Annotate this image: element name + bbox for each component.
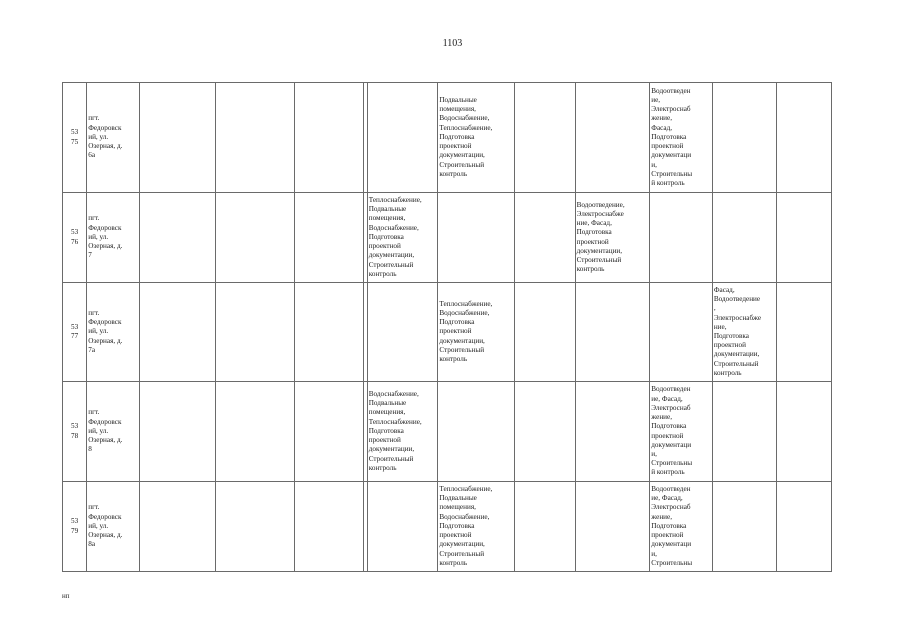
empty-cell <box>295 382 364 482</box>
empty-cell <box>295 482 364 572</box>
table-row <box>63 283 832 382</box>
empty-cell <box>777 482 832 572</box>
row-number-cell: 53 79 <box>63 482 87 572</box>
empty-cell <box>295 83 364 193</box>
works-table <box>62 82 832 572</box>
empty-cell <box>515 482 576 572</box>
work-list-cell: Водоотведен ие, Электроснаб жение, Фасад, Подготовка проектной документаци и, Строительны й контроль <box>650 83 713 193</box>
empty-cell <box>367 482 438 572</box>
empty-cell <box>575 382 650 482</box>
work-list-cell: Теплоснабжение, Подвальные помещения, Водоснабжение, Подготовка проектной документации, Строительный контроль <box>438 482 515 572</box>
empty-cell <box>295 193 364 283</box>
row-number-cell: 53 76 <box>63 193 87 283</box>
empty-cell <box>438 382 515 482</box>
row-number-cell: 53 75 <box>63 83 87 193</box>
footer-mark: нп <box>62 592 70 600</box>
empty-cell <box>139 382 216 482</box>
empty-cell <box>216 382 295 482</box>
work-list-cell: Фасад, Водоотведение , Электроснабже ние, Подготовка проектной документации, Строительный контроль <box>712 283 777 382</box>
empty-cell <box>438 193 515 283</box>
address-cell: пгт. Федоровск ий, ул. Озерная, д. 7а <box>87 283 139 382</box>
empty-cell <box>367 283 438 382</box>
page-number: 1103 <box>442 38 463 49</box>
empty-cell <box>712 482 777 572</box>
work-list-cell: Водоснабжение, Подвальные помещения, Теплоснабжение, Подготовка проектной документации, Строительный контроль <box>367 382 438 482</box>
empty-cell <box>216 83 295 193</box>
empty-cell <box>650 283 713 382</box>
empty-cell <box>216 193 295 283</box>
address-cell: пгт. Федоровск ий, ул. Озерная, д. 8 <box>87 382 139 482</box>
empty-cell <box>712 382 777 482</box>
empty-cell <box>777 193 832 283</box>
table-row <box>63 83 832 193</box>
row-number-cell: 53 77 <box>63 283 87 382</box>
empty-cell <box>515 382 576 482</box>
empty-cell <box>650 193 713 283</box>
empty-cell <box>515 283 576 382</box>
table-row <box>63 193 832 283</box>
empty-cell <box>139 283 216 382</box>
empty-cell <box>515 193 576 283</box>
work-list-cell: Теплоснабжение, Подвальные помещения, Водоснабжение, Подготовка проектной документации, Строительный контроль <box>367 193 438 283</box>
address-cell: пгт. Федоровск ий, ул. Озерная, д. 8а <box>87 482 139 572</box>
address-cell: пгт. Федоровск ий, ул. Озерная, д. 6а <box>87 83 139 193</box>
empty-cell <box>575 482 650 572</box>
empty-cell <box>295 283 364 382</box>
work-list-cell: Водоотведен ие, Фасад, Электроснаб жение, Подготовка проектной документаци и, Строительны й контроль <box>650 382 713 482</box>
empty-cell <box>139 83 216 193</box>
empty-cell <box>367 83 438 193</box>
empty-cell <box>216 283 295 382</box>
empty-cell <box>575 83 650 193</box>
work-list-cell: Подвальные помещения, Водоснабжение, Теплоснабжение, Подготовка проектной документации, Строительный контроль <box>438 83 515 193</box>
row-number-cell: 53 78 <box>63 382 87 482</box>
work-list-cell: Водоотведение, Электроснабже ние, Фасад, Подготовка проектной документации, Строительный контроль <box>575 193 650 283</box>
table-row <box>63 382 832 482</box>
work-list-cell: Теплоснабжение, Водоснабжение, Подготовка проектной документации, Строительный контроль <box>438 283 515 382</box>
empty-cell <box>777 83 832 193</box>
empty-cell <box>139 193 216 283</box>
table-row <box>63 482 832 572</box>
empty-cell <box>575 283 650 382</box>
work-list-cell: Водоотведен ие, Фасад, Электроснаб жение, Подготовка проектной документаци и, Строительны <box>650 482 713 572</box>
empty-cell <box>515 83 576 193</box>
empty-cell <box>777 382 832 482</box>
empty-cell <box>139 482 216 572</box>
empty-cell <box>712 193 777 283</box>
address-cell: пгт. Федоровск ий, ул. Озерная, д. 7 <box>87 193 139 283</box>
empty-cell <box>712 83 777 193</box>
empty-cell <box>777 283 832 382</box>
empty-cell <box>216 482 295 572</box>
